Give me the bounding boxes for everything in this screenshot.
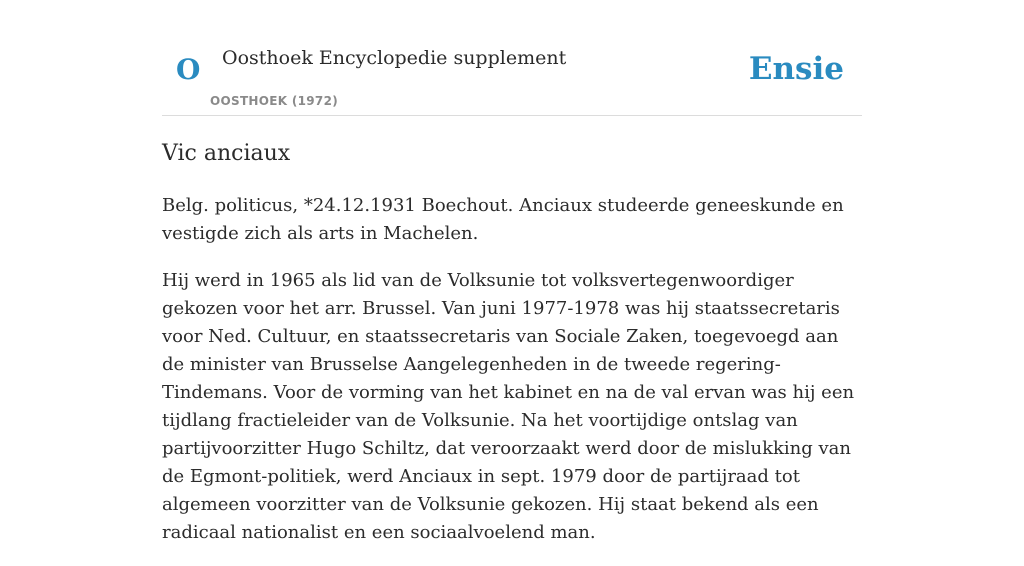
- page-content: [162, 0, 862, 543]
- article-paragraph: Hij werd in 1965 als lid van de Volksunie tot volksvertegenwoordiger gekozen voor het arr. Brussel. Van juni 1977-1978 was hij staatssecretaris voor Ned. Cultuur, en staatssecretaris van Sociale Zaken, toegevoegd aan de minister van Brusselse Aangelegenheden in de tweede regering-Tindemans. Voor de vorming van het kabinet en na de val ervan was hij een tijdlang fractieleider van de Volksunie. Na het voortijdige ontslag van partijvoorzitter Hugo Schiltz, dat veroorzaakt werd door de mislukking van de Egmont-politiek, werd Anciaux in sept. 1979 door de partijraad tot algemeen voorzitter van de Volksunie gekozen. Hij staat bekend als een radicaal nationalist en een sociaalvoelend man.: [162, 270, 855, 543]
- source-letter-badge[interactable]: O: [176, 53, 201, 86]
- article-paragraph: Belg. politicus, *24.12.1931 Boechout. Anciaux studeerde geneeskunde en vestigde zich als arts in Machelen.: [162, 195, 844, 244]
- source-header: [162, 0, 862, 116]
- source-publisher: OOSTHOEK (1972): [210, 94, 339, 108]
- article-title: Vic anciaux: [162, 141, 291, 166]
- ensie-logo[interactable]: Ensie: [748, 51, 844, 87]
- source-title[interactable]: Oosthoek Encyclopedie supplement: [222, 47, 567, 69]
- article-body: [162, 192, 862, 566]
